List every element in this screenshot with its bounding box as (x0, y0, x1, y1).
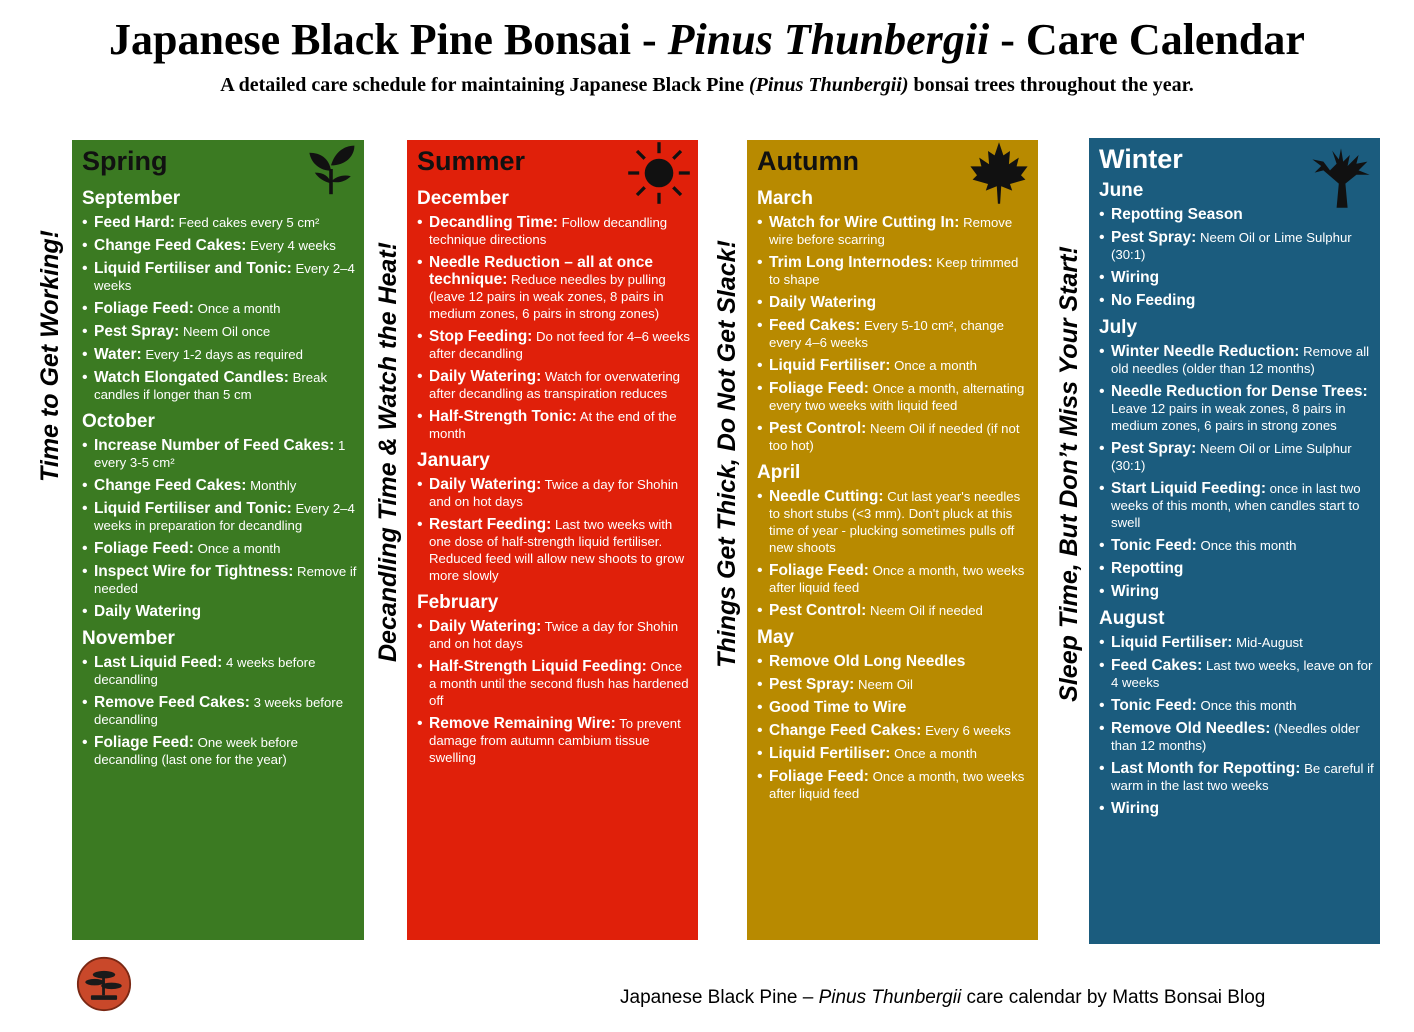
task-detail: Once a month (890, 358, 977, 373)
task-item (1097, 480, 1374, 531)
task-item (1097, 229, 1374, 263)
task-list (415, 214, 692, 442)
task-list (415, 618, 692, 766)
task-label: Watch for Wire Cutting In: (769, 214, 960, 231)
task-item (80, 437, 358, 471)
task-detail: Cut last year's needles to short stubs (<3 mm). Don't pluck at this time of year - plucking sometimes pulls off new shoots (769, 489, 1021, 555)
task-detail: Remove if needed (94, 564, 357, 596)
task-item (80, 540, 358, 557)
task-label: Change Feed Cakes: (769, 722, 922, 739)
task-item (1097, 697, 1374, 714)
task-item (80, 300, 358, 317)
task-item (415, 408, 692, 442)
task-detail: Break candles if longer than 5 cm (94, 370, 328, 402)
task-item (415, 368, 692, 402)
task-item (755, 722, 1032, 739)
task-label: Decandling Time: (429, 214, 558, 231)
month-heading-january: January (417, 450, 490, 471)
task-item (80, 500, 358, 534)
task-label: Foliage Feed: (769, 380, 869, 397)
task-label: Stop Feeding: (429, 328, 533, 345)
task-label: Needle Reduction – all at once technique: (429, 254, 653, 288)
task-detail: Follow decandling technique directions (429, 215, 668, 247)
task-detail: Neem Oil or Lime Sulphur (30:1) (1111, 230, 1352, 262)
bonsai-logo (76, 956, 132, 1012)
task-item (1097, 583, 1374, 600)
side-slogan-summer: Decandling Time & Watch the Heat! (374, 242, 402, 662)
task-list (80, 214, 358, 403)
task-detail: Remove wire before scarring (769, 215, 1013, 247)
task-label: Pest Control: (769, 602, 867, 619)
task-label: Foliage Feed: (94, 734, 194, 751)
task-label: Foliage Feed: (769, 562, 869, 579)
task-detail: 4 weeks before decandling (94, 655, 316, 687)
task-item (415, 715, 692, 766)
task-item (80, 654, 358, 688)
footer-suffix: care calendar by Matts Bonsai Blog (961, 987, 1266, 1008)
task-item (755, 254, 1032, 288)
task-detail: 1 every 3-5 cm² (94, 438, 346, 470)
task-detail: Remove all old needles (older than 12 months) (1111, 344, 1370, 376)
task-item (1097, 760, 1374, 794)
task-detail: Watch for overwatering after decandling as transpiration reduces (429, 369, 681, 401)
task-label: Remove Old Long Needles (769, 653, 966, 670)
month-heading-april: April (757, 462, 801, 483)
sun-icon (626, 140, 692, 206)
task-label: Pest Spray: (94, 323, 180, 340)
task-label: Last Month for Repotting: (1111, 760, 1301, 777)
task-detail: Twice a day for Shohin and on hot days (429, 477, 679, 509)
task-list (755, 653, 1032, 802)
task-label: Feed Cakes: (769, 317, 861, 334)
task-detail: Neem Oil or Lime Sulphur (30:1) (1111, 441, 1352, 473)
task-label: Daily Watering: (429, 618, 542, 635)
task-detail: (Needles older than 12 months) (1111, 721, 1360, 753)
task-detail: Every 2–4 weeks (94, 261, 355, 293)
task-item (1097, 657, 1374, 691)
title-text: Japanese Black Pine Bonsai - (109, 15, 668, 64)
task-item (755, 488, 1032, 556)
task-label: Pest Spray: (1111, 229, 1197, 246)
season-title: Summer (417, 146, 526, 176)
task-list (80, 437, 358, 620)
season-title: Autumn (757, 146, 859, 176)
task-detail: Once a month, alternating every two weeks with liquid feed (769, 381, 1025, 413)
bare-tree-icon (1308, 144, 1374, 210)
task-item (1097, 269, 1374, 286)
task-detail: To prevent damage from autumn cambium tissue swelling (429, 716, 681, 765)
task-item (1097, 560, 1374, 577)
month-heading-february: February (417, 592, 499, 613)
task-label: Wiring (1111, 583, 1160, 600)
task-item (80, 694, 358, 728)
task-list (80, 654, 358, 768)
task-detail: At the end of the month (429, 409, 677, 441)
task-label: Liquid Fertiliser and Tonic: (94, 500, 292, 517)
task-label: Needle Reduction for Dense Trees: (1111, 383, 1368, 400)
task-item (1097, 634, 1374, 651)
task-label: Remove Feed Cakes: (94, 694, 250, 711)
task-label: Wiring (1111, 800, 1160, 817)
task-detail: Every 6 weeks (921, 723, 1011, 738)
task-label: Feed Cakes: (1111, 657, 1203, 674)
task-label: Half-Strength Liquid Feeding: (429, 658, 647, 675)
task-label: Water: (94, 346, 142, 363)
month-heading-december: December (417, 188, 509, 209)
task-label: Tonic Feed: (1111, 537, 1197, 554)
month-heading-may: May (757, 627, 794, 648)
task-detail: Once this month (1196, 538, 1297, 553)
task-label: Increase Number of Feed Cakes: (94, 437, 335, 454)
task-detail: 3 weeks before decandling (94, 695, 344, 727)
task-item (1097, 720, 1374, 754)
task-item (80, 477, 358, 494)
task-detail: Mid-August (1232, 635, 1303, 650)
task-label: Foliage Feed: (94, 540, 194, 557)
task-detail: Every 5-10 cm², change every 4–6 weeks (769, 318, 1004, 350)
task-item (80, 323, 358, 340)
task-item (415, 328, 692, 362)
task-detail: Monthly (246, 478, 297, 493)
maple-leaf-icon (966, 140, 1032, 206)
task-label: Foliage Feed: (769, 768, 869, 785)
task-detail: Do not feed for 4–6 weeks after decandling (429, 329, 690, 361)
task-label: Change Feed Cakes: (94, 477, 247, 494)
task-label: Liquid Fertiliser: (769, 357, 891, 374)
task-label: Needle Cutting: (769, 488, 884, 505)
season-panel-summer (407, 140, 698, 940)
task-item (755, 420, 1032, 454)
task-item (415, 516, 692, 584)
task-label: Remove Remaining Wire: (429, 715, 616, 732)
task-label: Foliage Feed: (94, 300, 194, 317)
task-list (1097, 206, 1374, 309)
task-item (755, 214, 1032, 248)
task-item (755, 768, 1032, 802)
footer-credit (620, 987, 1265, 1009)
season-title: Winter (1099, 144, 1183, 174)
task-label: Liquid Fertiliser: (1111, 634, 1233, 651)
month-heading-september: September (82, 188, 181, 209)
task-label: Winter Needle Reduction: (1111, 343, 1300, 360)
task-item (755, 745, 1032, 762)
task-item (755, 380, 1032, 414)
task-label: Feed Hard: (94, 214, 175, 231)
task-detail: Once a month, two weeks after liquid feed (769, 563, 1025, 595)
task-list (755, 214, 1032, 454)
task-label: Wiring (1111, 269, 1160, 286)
task-detail: Last two weeks with one dose of half-strength liquid fertiliser. Reduced feed will allow new shoots to grow more slowly (429, 517, 685, 583)
title-species: Pinus Thunbergii (667, 15, 990, 64)
task-detail: One week before decandling (last one for the year) (94, 735, 299, 767)
month-heading-july: July (1099, 317, 1138, 338)
task-label: No Feeding (1111, 292, 1196, 309)
task-detail: Every 1-2 days as required (141, 347, 303, 362)
task-label: Trim Long Internodes: (769, 254, 933, 271)
task-label: Daily Watering (94, 603, 202, 620)
task-item (415, 254, 692, 322)
task-item (80, 346, 358, 363)
task-item (80, 237, 358, 254)
task-item (755, 357, 1032, 374)
page-subtitle (0, 74, 1414, 97)
subtitle-suffix: bonsai trees throughout the year. (908, 74, 1194, 96)
month-heading-august: August (1099, 608, 1165, 629)
subtitle-text: A detailed care schedule for maintaining Japanese Black Pine (220, 74, 749, 96)
subtitle-species: (Pinus Thunbergii) (749, 74, 909, 96)
task-label: Change Feed Cakes: (94, 237, 247, 254)
task-detail: Every 4 weeks (246, 238, 336, 253)
season-panel-autumn (747, 140, 1038, 940)
task-label: Watch Elongated Candles: (94, 369, 289, 386)
task-detail: Once this month (1196, 698, 1297, 713)
task-item (415, 618, 692, 652)
side-slogan-autumn: Things Get Thick, Do Not Get Slack! (713, 240, 741, 668)
seedling-icon (304, 142, 358, 196)
task-list (415, 476, 692, 584)
task-label: Pest Spray: (1111, 440, 1197, 457)
task-item (415, 214, 692, 248)
task-detail: Neem Oil if needed (866, 603, 983, 618)
season-panel-spring (72, 140, 364, 940)
month-heading-october: October (82, 411, 155, 432)
task-label: Pest Spray: (769, 676, 855, 693)
task-detail: Once a month (193, 301, 281, 316)
task-detail: Feed cakes every 5 cm² (174, 215, 320, 230)
task-item (1097, 800, 1374, 817)
task-detail: once in last two weeks of this month, when candles start to swell (1111, 481, 1361, 530)
task-item (755, 653, 1032, 670)
task-item (1097, 292, 1374, 309)
task-item (755, 602, 1032, 619)
task-detail: Once a month (193, 541, 281, 556)
task-label: Repotting Season (1111, 206, 1243, 223)
task-item (1097, 206, 1374, 223)
task-label: Last Liquid Feed: (94, 654, 223, 671)
task-label: Good Time to Wire (769, 699, 907, 716)
month-heading-november: November (82, 628, 175, 649)
footer-text: Japanese Black Pine – (620, 987, 819, 1008)
task-list (1097, 634, 1374, 817)
task-item (80, 734, 358, 768)
task-label: Start Liquid Feeding: (1111, 480, 1266, 497)
page-title (0, 14, 1414, 65)
task-item (415, 658, 692, 709)
task-item (1097, 343, 1374, 377)
month-heading-june: June (1099, 180, 1144, 201)
task-label: Restart Feeding: (429, 516, 552, 533)
task-label: Half-Strength Tonic: (429, 408, 577, 425)
task-detail: Neem Oil if needed (if not too hot) (769, 421, 1020, 453)
task-label: Repotting (1111, 560, 1184, 577)
task-item (80, 260, 358, 294)
title-suffix: - Care Calendar (989, 15, 1305, 64)
task-item (755, 699, 1032, 716)
task-label: Daily Watering: (429, 476, 542, 493)
task-list (755, 488, 1032, 619)
season-title: Spring (82, 146, 168, 176)
task-item (80, 603, 358, 620)
task-label: Remove Old Needles: (1111, 720, 1271, 737)
task-item (415, 476, 692, 510)
task-label: Daily Watering (769, 294, 877, 311)
task-detail: Neem Oil once (179, 324, 271, 339)
task-label: Daily Watering: (429, 368, 542, 385)
task-label: Liquid Fertiliser and Tonic: (94, 260, 292, 277)
task-label: Tonic Feed: (1111, 697, 1197, 714)
task-item (1097, 440, 1374, 474)
side-slogan-winter: Sleep Time, But Don’t Miss Your Start! (1055, 246, 1083, 702)
task-label: Pest Control: (769, 420, 867, 437)
task-item (1097, 383, 1374, 434)
task-detail: Last two weeks, leave on for 4 weeks (1111, 658, 1373, 690)
task-detail: Neem Oil (854, 677, 913, 692)
task-detail: Once a month, two weeks after liquid feed (769, 769, 1025, 801)
season-panel-winter (1089, 138, 1380, 944)
task-detail: Be careful if warm in the last two weeks (1111, 761, 1374, 793)
task-item (755, 676, 1032, 693)
footer-species: Pinus Thunbergii (818, 987, 962, 1008)
task-item (755, 317, 1032, 351)
task-item (80, 369, 358, 403)
task-label: Inspect Wire for Tightness: (94, 563, 294, 580)
task-detail: Leave 12 pairs in weak zones, 8 pairs in medium zones, 6 pairs in strong zones (1111, 401, 1346, 433)
month-heading-march: March (757, 188, 813, 209)
task-item (80, 214, 358, 231)
task-detail: Twice a day for Shohin and on hot days (429, 619, 679, 651)
task-item (755, 294, 1032, 311)
task-list (1097, 343, 1374, 600)
task-item (1097, 537, 1374, 554)
task-item (80, 563, 358, 597)
task-detail: Keep trimmed to shape (769, 255, 1019, 287)
task-detail: Reduce needles by pulling (leave 12 pairs in weak zones, 8 pairs in medium zones, 6 pairs in strong zones) (429, 272, 666, 321)
task-detail: Every 2–4 weeks in preparation for decandling (94, 501, 355, 533)
task-detail: Once a month until the second flush has hardened off (429, 659, 689, 708)
task-detail: Once a month (890, 746, 977, 761)
side-slogan-spring: Time to Get Working! (36, 230, 64, 482)
task-item (755, 562, 1032, 596)
task-label: Liquid Fertiliser: (769, 745, 891, 762)
